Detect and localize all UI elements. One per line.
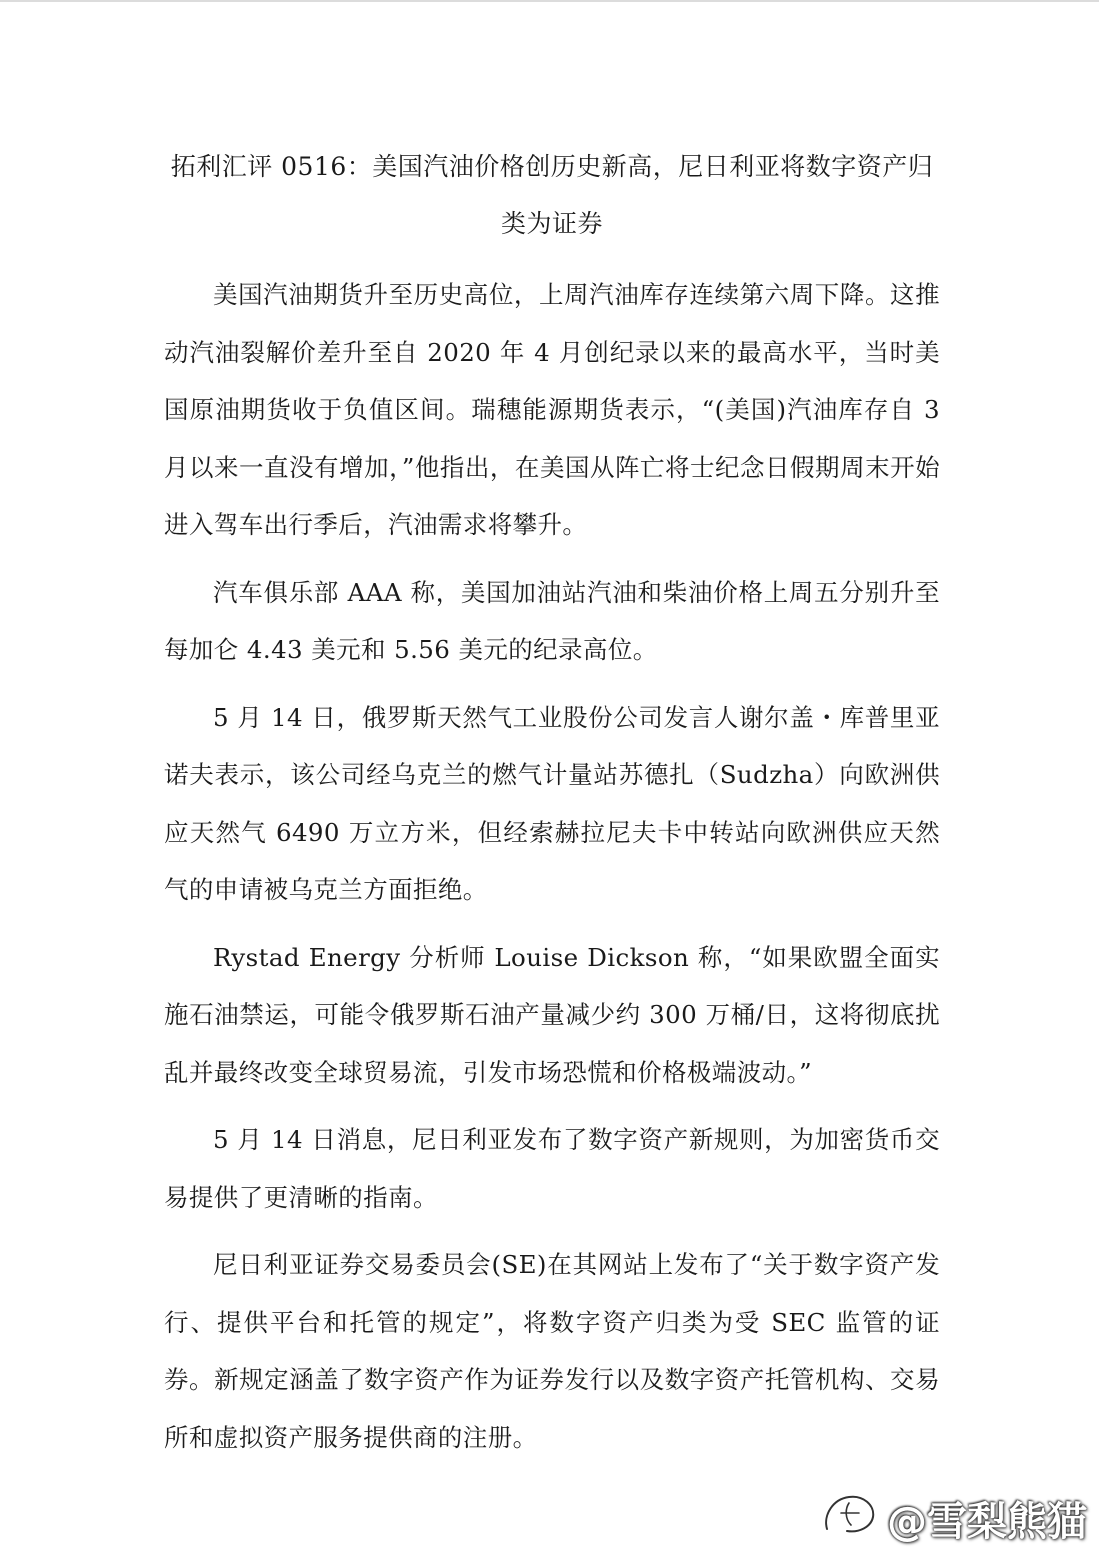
document-title: 拓利汇评 0516：美国汽油价格创历史新高，尼日利亚将数字资产归类为证券 [170,152,934,238]
paragraph-nigeria-rules: 5 月 14 日消息，尼日利亚发布了数字资产新规则，为加密货币交易提供了更清晰的指南。 [164,1125,940,1212]
xueqiu-logo-icon [819,1489,881,1547]
watermark-text: @雪梨熊猫 [887,1498,1087,1545]
paragraph-nigeria-sec: 尼日利亚证券交易委员会(SE)在其网站上发布了“关于数字资产发行、提供平台和托管的规定”，将数字资产归类为受 SEC 监管的证券。新规定涵盖了数字资产作为证券发行以及数字资产托管机构、交易所和虚拟资产服务提供商的注册。 [164,1250,940,1452]
document-page [164,138,940,1476]
paragraph-aaa-prices: 汽车俱乐部 AAA 称，美国加油站汽油和柴油价格上周五分别升至每加仑 4.43 美元和 5.56 美元的纪录高位。 [164,577,940,664]
paragraph-gazprom: 5 月 14 日，俄罗斯天然气工业股份公司发言人谢尔盖・库普里亚诺夫表示，该公司经乌克兰的燃气计量站苏德扎（Sudzha）向欧洲供应天然气 6490 万立方米，但经索赫拉尼夫卡中转站向欧洲供应天然气的申请被乌克兰方面拒绝。 [164,702,940,904]
top-border [0,0,1099,2]
paragraph-rystad: Rystad Energy 分析师 Louise Dickson 称，“如果欧盟全面实施石油禁运，可能令俄罗斯石油产量减少约 300 万桶/日，这将彻底扰乱并最终改变全球贸易流，引发市场恐慌和价格极端波动。” [164,942,940,1087]
watermark [819,1489,1087,1547]
paragraph-gasoline-futures: 美国汽油期货升至历史高位，上周汽油库存连续第六周下降。这推动汽油裂解价差升至自 2020 年 4 月创纪录以来的最高水平，当时美国原油期货收于负值区间。瑞穗能源期货表示，“(美国)汽油库存自 3 月以来一直没有增加，”他指出，在美国从阵亡将士纪念日假期周末开始进入驾车出行季后，汽油需求将攀升。 [164,280,940,539]
